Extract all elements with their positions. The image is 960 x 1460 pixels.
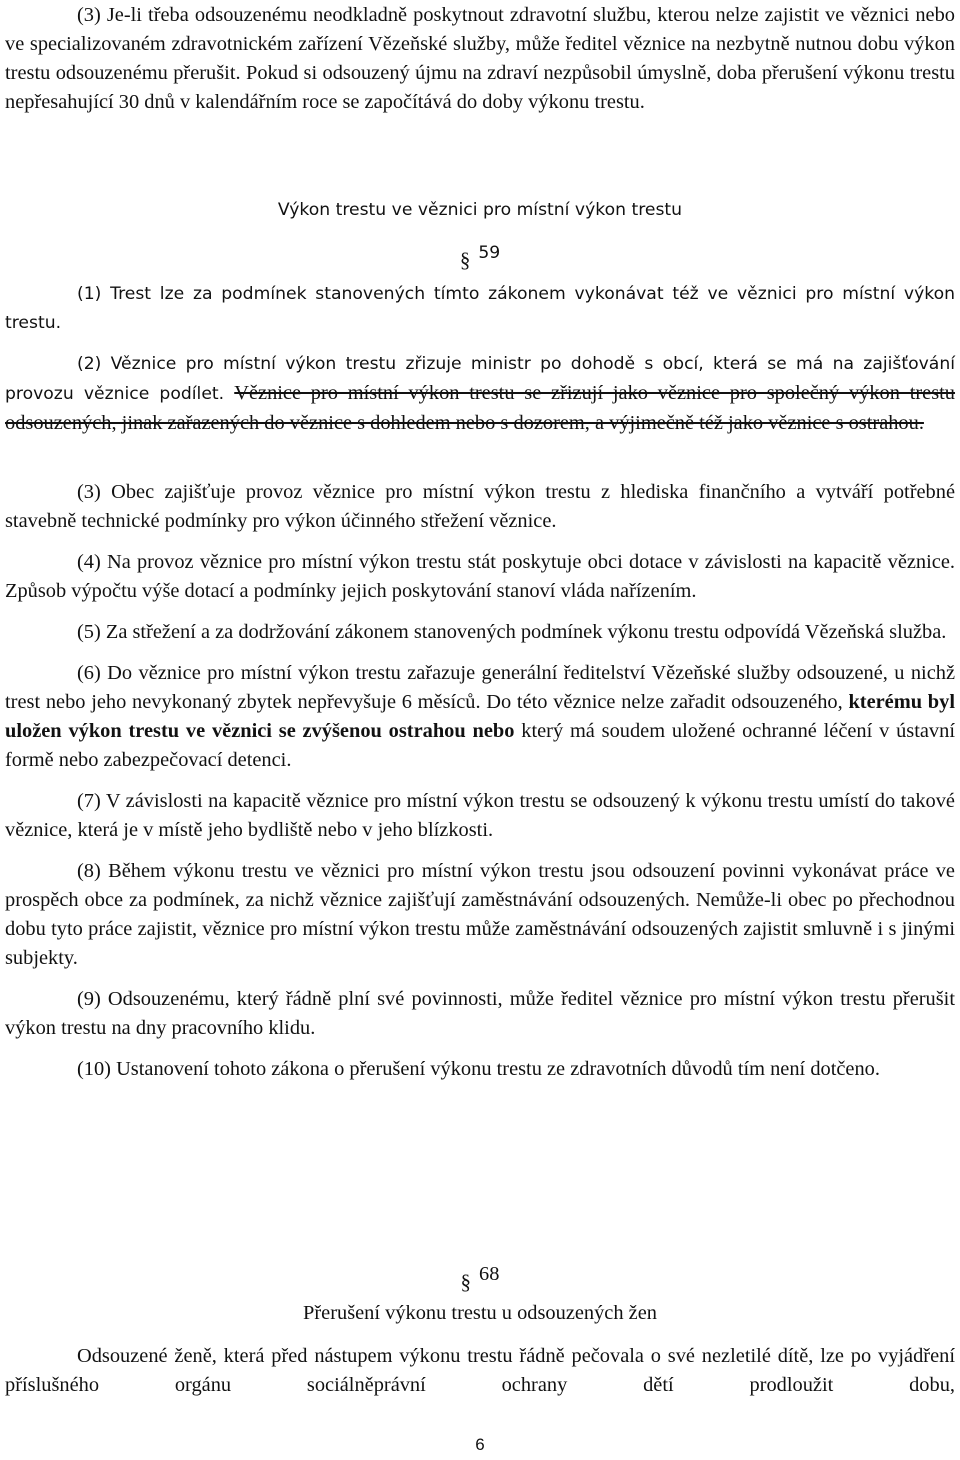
section-59-paragraph-6-b: který má soudem uložené ochranné léčení v ústavní formě nebo zabezpečovací detenci. bbox=[5, 720, 955, 771]
document-page bbox=[5, 0, 955, 1460]
section-59-paragraph-2 bbox=[5, 350, 955, 439]
section-59-number bbox=[5, 237, 955, 272]
section-59-title bbox=[5, 196, 955, 225]
paragraph-3-prev: (3) Je-li třeba odsouzenému neodkladně poskytnout zdravotní službu, kterou nelze zajistit ve věznici nebo ve specializovaném zdravotnickém zařízení Vězeňské služby, může ředitel věznice na nezbytně nutnou dobu výkon trestu odsouzenému přerušit. Pokud si odsouzený újmu na zdraví nezpůsobil úmyslně, doba přerušení výkonu trestu nepřesahující 30 dnů v kalendářním roce se započítává do doby výkonu trestu. bbox=[5, 4, 955, 113]
section-59-paragraph-2-text: (2) Věznice pro místní výkon trestu zřizuje ministr po dohodě s obcí, která se má na zajišťování provozu věznice podílet. bbox=[5, 354, 955, 404]
section-59-paragraph-3: (3) Obec zajišťuje provoz věznice pro místní výkon trestu z hlediska finančního a vytváří potřebné stavebně technické podmínky pro výkon účinného střežení věznice. bbox=[5, 481, 955, 532]
section-59-paragraph-6-bold: kterému byl uložen výkon trestu ve věznici se zvýšenou ostrahou nebo bbox=[5, 691, 955, 742]
paragraph-symbol: § bbox=[459, 248, 471, 272]
section-59-paragraph-7: (7) V závislosti na kapacitě věznice pro místní výkon trestu se odsouzený k výkonu trestu umístí do takové věznice, která je v místě jeho bydliště nebo v jeho blízkosti. bbox=[5, 790, 955, 841]
section-59-title-text: Výkon trestu ve věznici pro místní výkon trestu bbox=[277, 200, 683, 220]
section-68-body bbox=[5, 1342, 955, 1400]
section-59-paragraph-6 bbox=[5, 659, 955, 775]
section-68-paragraph-1: Odsouzené ženě, která před nástupem výkonu trestu řádně pečovala o své nezletilé dítě, lze po vyjádření příslušného orgánu sociálněprávní ochrany dětí prodloužit dobu, bbox=[5, 1345, 955, 1396]
section-59-body-serif bbox=[5, 478, 955, 1084]
section-59-body-sans bbox=[5, 280, 955, 439]
section-68-number-text: 68 bbox=[479, 1263, 500, 1285]
section-68-number bbox=[5, 1259, 955, 1294]
section-59-paragraph-6-a: (6) Do věznice pro místní výkon trestu zařazuje generální ředitelství Vězeňské služby odsouzené, u nichž trest nebo jeho nevykonaný zbytek nepřevyšuje 6 měsíců. Do této věznice nelze zařadit odsouzeného, bbox=[5, 662, 955, 713]
section-59-number-text: 59 bbox=[478, 243, 501, 263]
section-68-title bbox=[5, 1299, 955, 1328]
section-59-paragraph-1: (1) Trest lze za podmínek stanovených tímto zákonem vykonávat též ve věznici pro místní výkon trestu. bbox=[5, 284, 955, 333]
section-59-paragraph-4: (4) Na provoz věznice pro místní výkon trestu stát poskytuje obci dotace v závislosti na kapacitě věznice. Způsob výpočtu výše dotací a podmínky jejich poskytování stanoví vláda nařízením. bbox=[5, 551, 955, 602]
prev-section-text bbox=[5, 1, 955, 117]
section-68-title-text: Přerušení výkonu trestu u odsouzených žen bbox=[303, 1302, 657, 1324]
section-59-paragraph-2-struck: Věznice pro místní výkon trestu se zřizují jako věznice pro společný výkon trestu odsouzených, jinak zařazených do věznice s dohledem nebo s dozorem, a výjimečně též jako věznice s ostrahou. bbox=[5, 382, 956, 434]
section-59-paragraph-8: (8) Během výkonu trestu ve věznici pro místní výkon trestu jsou odsouzení povinni vykonávat práce ve prospěch obce za podmínek, za nichž věznice zajišťují zaměstnávání odsouzených. Nemůže-li obec po přechodnou dobu tyto práce zajistit, věznice pro místní výkon trestu může zaměstnávání odsouzených zajistit smluvně i s jinými subjekty. bbox=[5, 860, 955, 969]
paragraph-symbol: § bbox=[460, 1270, 472, 1294]
section-59-paragraph-5: (5) Za střežení a za dodržování zákonem stanovených podmínek výkonu trestu odpovídá Vězeňská služba. bbox=[77, 621, 947, 643]
page-number: 6 bbox=[475, 1435, 485, 1454]
section-59-paragraph-10: (10) Ustanovení tohoto zákona o přerušení výkonu trestu ze zdravotních důvodů tím není dotčeno. bbox=[77, 1058, 880, 1080]
section-59-paragraph-9: (9) Odsouzenému, který řádně plní své povinnosti, může ředitel věznice pro místní výkon trestu přerušit výkon trestu na dny pracovního klidu. bbox=[5, 988, 955, 1039]
